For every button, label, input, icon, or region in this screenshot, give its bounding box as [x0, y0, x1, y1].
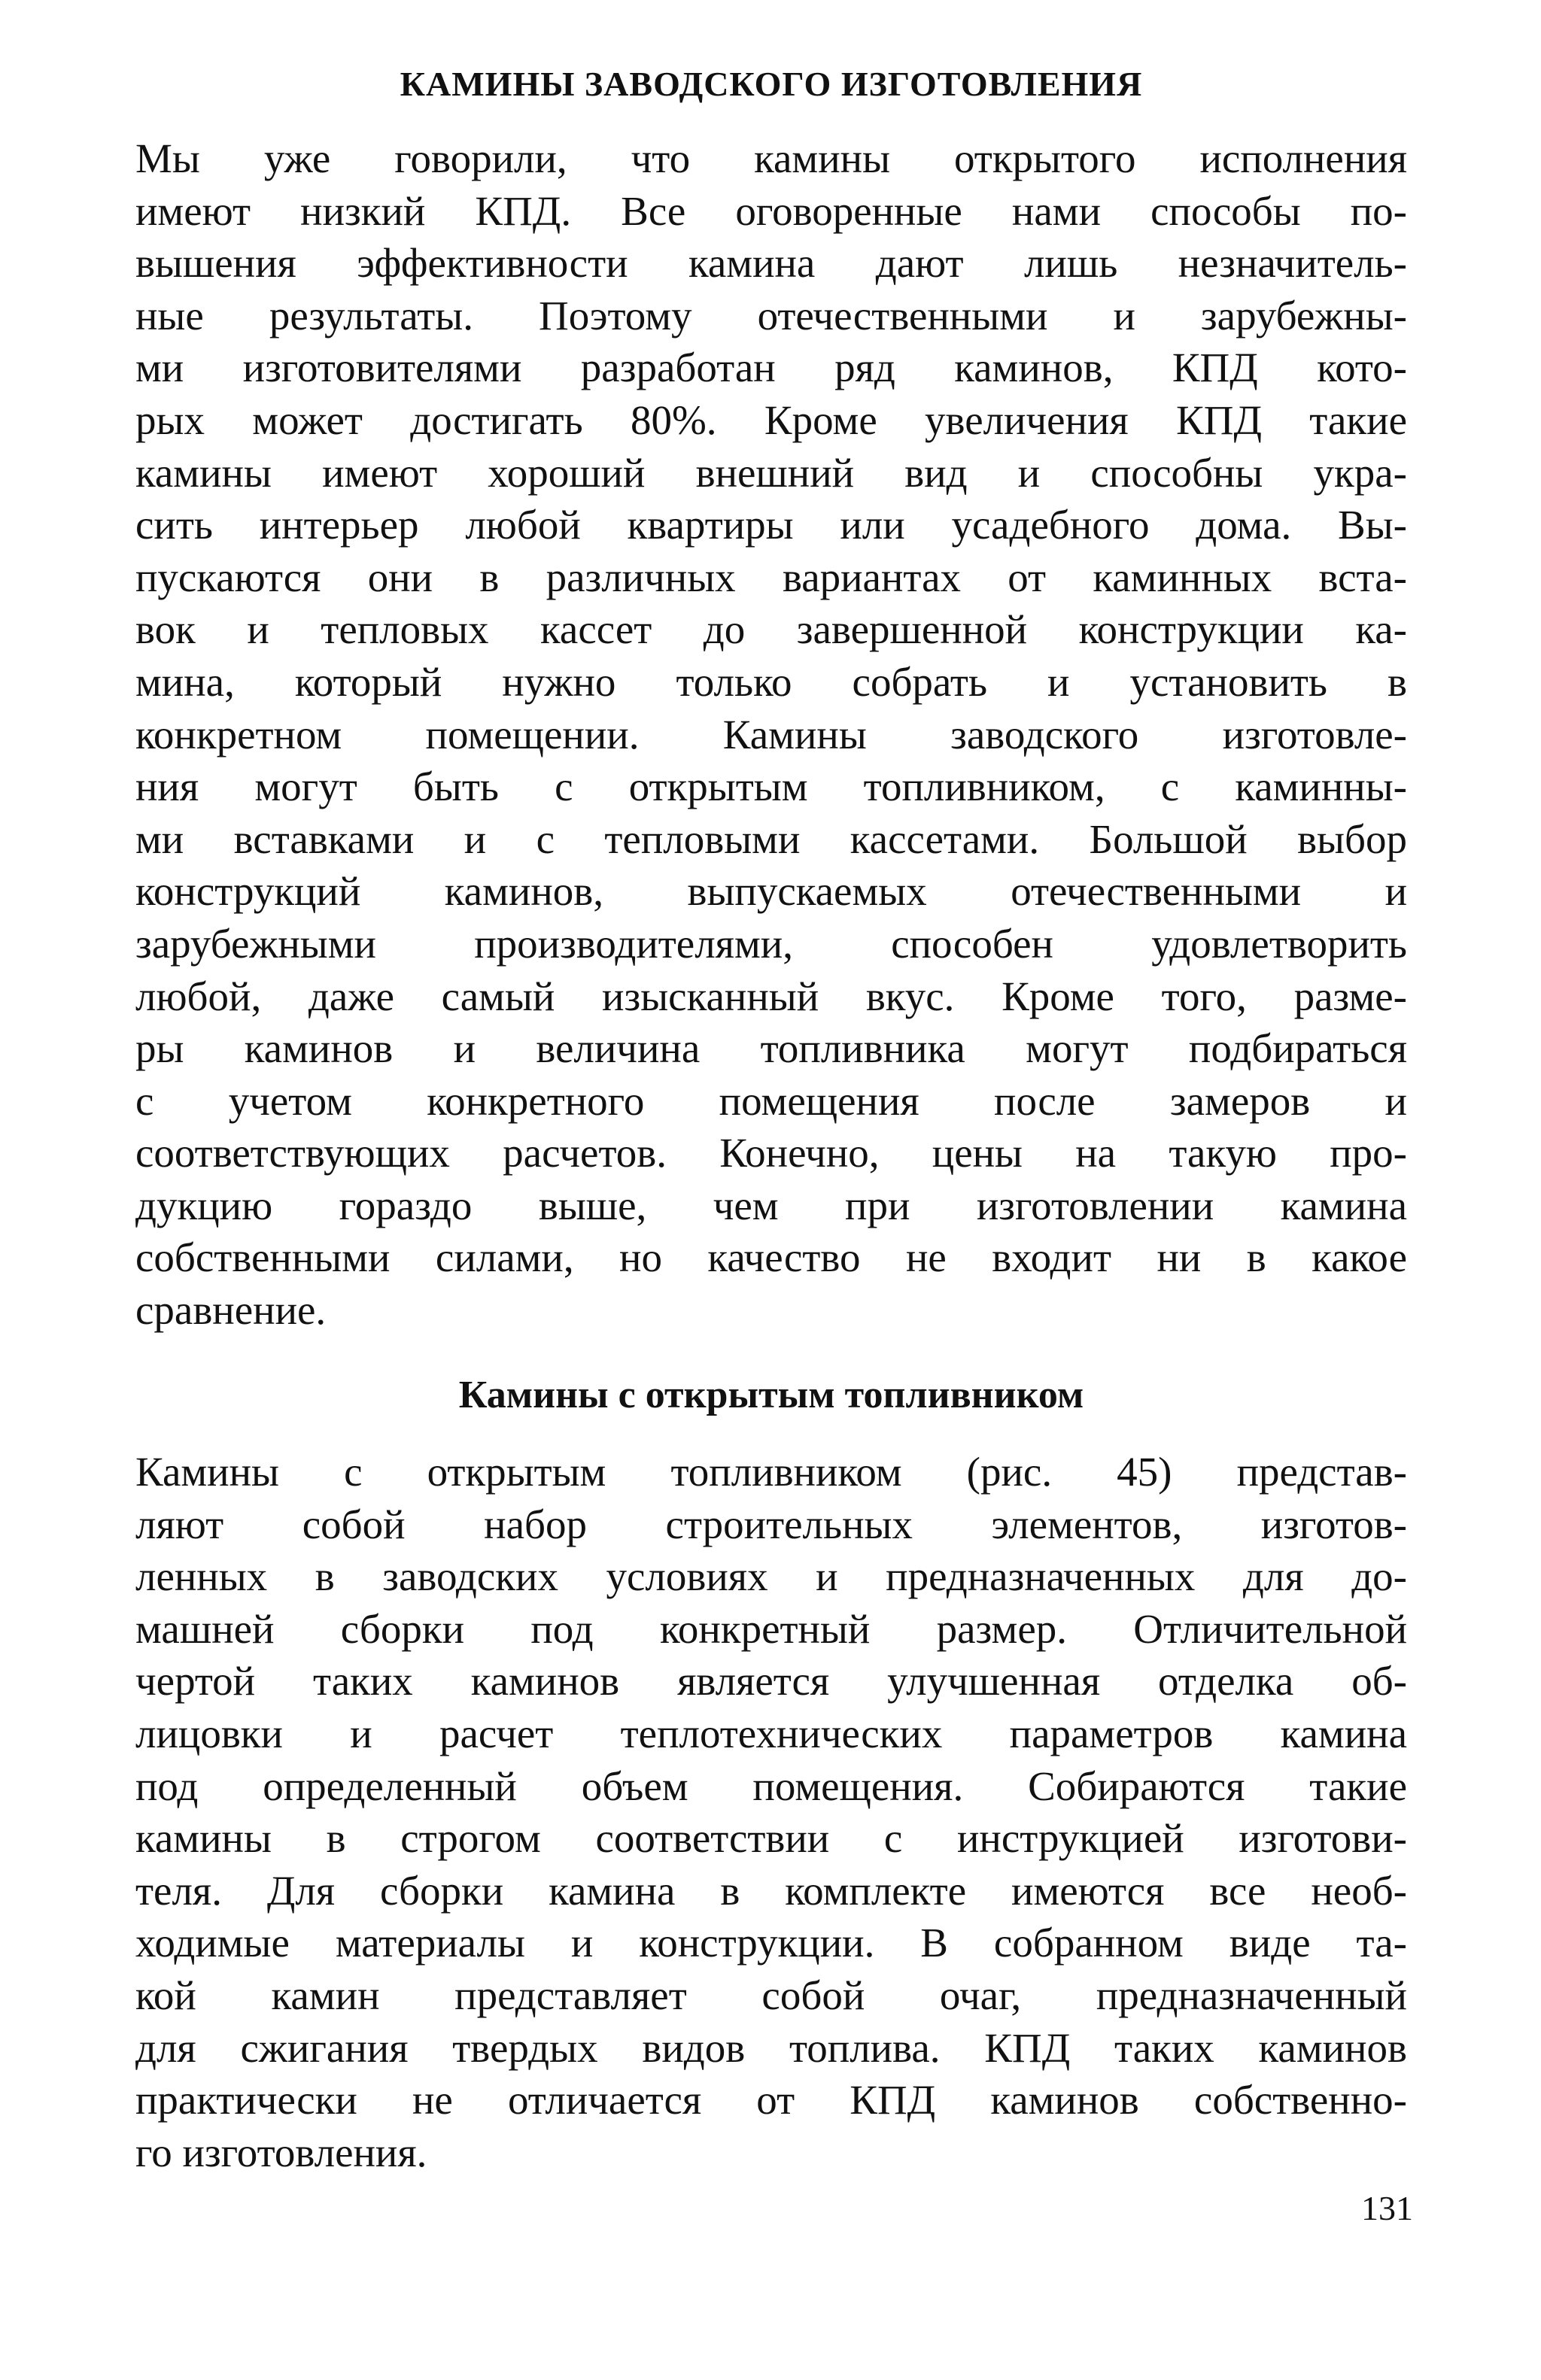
text-line: камины имеют хороший внешний вид и способны укра- [135, 449, 1407, 496]
text-line: конструкций каминов, выпускаемых отечественными и [135, 868, 1407, 915]
text-line: любой, даже самый изысканный вкус. Кроме того, разме- [135, 973, 1407, 1019]
text-line: мина, который нужно только собрать и установить в [135, 658, 1407, 705]
text-line: ры каминов и величина топливника могут подбираться [135, 1025, 1407, 1072]
text-line: ми вставками и с тепловыми кассетами. Большой выбор [135, 815, 1407, 862]
text-line: Мы уже говорили, что камины открытого исполнения [135, 135, 1407, 181]
text-line: сить интерьер любой квартиры или усадебного дома. Вы- [135, 502, 1407, 548]
paragraph-factory-fireplaces [135, 132, 1407, 1337]
text-line: машней сборки под конкретный размер. Отличительной [135, 1605, 1407, 1652]
text-line: ляют собой набор строительных элементов, изготов- [135, 1501, 1407, 1547]
text-line: го изготовления. [135, 2129, 427, 2175]
text-line: под определенный объем помещения. Собираются такие [135, 1762, 1407, 1809]
text-line: лицовки и расчет теплотехнических параметров камина [135, 1710, 1407, 1756]
text-line: зарубежными производителями, способен удовлетворить [135, 920, 1407, 967]
text-line: вышения эффективности камина дают лишь незначитель- [135, 240, 1407, 287]
text-line: с учетом конкретного помещения после замеров и [135, 1077, 1407, 1124]
section-title: КАМИНЫ ЗАВОДСКОГО ИЗГОТОВЛЕНИЯ [400, 65, 1143, 103]
text-line: конкретном помещении. Камины заводского изготовле- [135, 711, 1407, 757]
text-line: ленных в заводских условиях и предназначенных для до- [135, 1553, 1407, 1600]
text-line: чертой таких каминов является улучшенная отделка об- [135, 1658, 1407, 1705]
text-line: кой камин представляет собой очаг, предназначенный [135, 1972, 1407, 2018]
text-line: сравнение. [135, 1287, 327, 1334]
text-line: имеют низкий КПД. Все оговоренные нами способы по- [135, 187, 1407, 234]
text-line: дукцию гораздо выше, чем при изготовлении камина [135, 1182, 1407, 1228]
text-line: Камины с открытым топливником (рис. 45) представ- [135, 1449, 1407, 1495]
text-line: практически не отличается от КПД каминов собственно- [135, 2077, 1407, 2123]
paragraph-open-firebox [135, 1446, 1407, 2178]
text-line: собственными силами, но качество не входит ни в какое [135, 1234, 1407, 1281]
subsection-title: Камины с открытым топливником [458, 1374, 1084, 1416]
text-line: ми изготовителями разработан ряд каминов, КПД кото- [135, 345, 1407, 391]
text-line: ходимые материалы и конструкции. В собранном виде та- [135, 1920, 1407, 1966]
page-number: 131 [1361, 2189, 1413, 2227]
text-line: для сжигания твердых видов топлива. КПД таких каминов [135, 2024, 1407, 2071]
text-line: рых может достигать 80%. Кроме увеличения КПД такие [135, 396, 1407, 443]
text-line: ные результаты. Поэтому отечественными и зарубежны- [135, 292, 1407, 338]
text-line: камины в строгом соответствии с инструкцией изготови- [135, 1815, 1407, 1862]
text-line: вок и тепловых кассет до завершенной конструкции ка- [135, 606, 1407, 653]
text-line: соответствующих расчетов. Конечно, цены на такую про- [135, 1130, 1407, 1176]
text-line: теля. Для сборки камина в комплекте имеются все необ- [135, 1867, 1407, 1914]
text-line: пускаются они в различных вариантах от каминных вста- [135, 554, 1407, 600]
text-line: ния могут быть с открытым топливником, с каминны- [135, 763, 1407, 810]
